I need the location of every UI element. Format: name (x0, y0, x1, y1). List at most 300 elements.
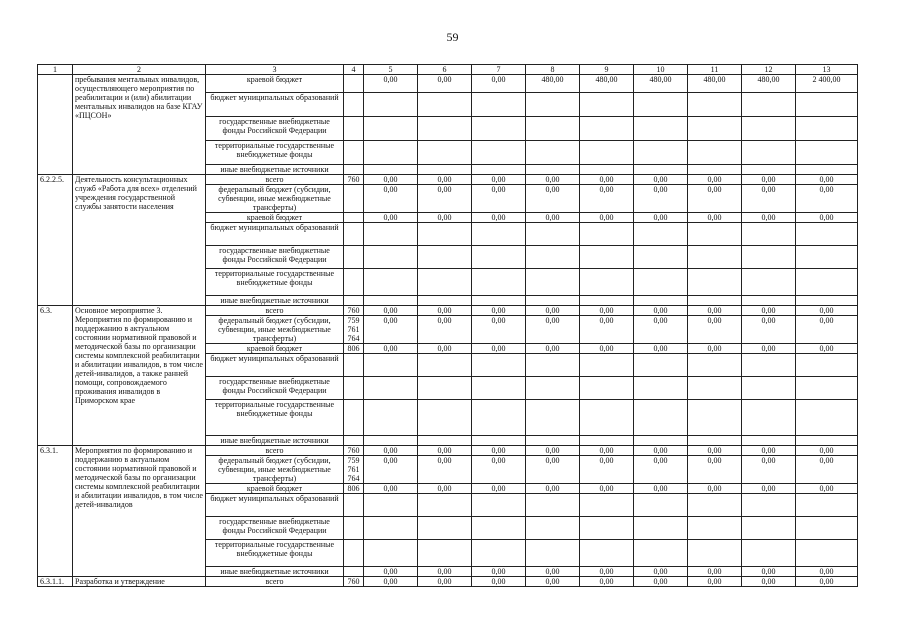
header-cell: 8 (526, 65, 580, 75)
value-cell: 0,00 (364, 344, 418, 354)
value-cell: 0,00 (796, 213, 858, 223)
value-cell: 0,00 (634, 185, 688, 213)
funding-source: бюджет муниципальных образований (206, 354, 344, 377)
header-cell: 2 (73, 65, 206, 75)
budget-code (344, 141, 364, 165)
value-cell (634, 141, 688, 165)
budget-code (344, 75, 364, 93)
value-cell (526, 117, 580, 141)
value-cell: 0,00 (418, 306, 472, 316)
value-cell (364, 436, 418, 446)
item-name: Разработка и утверждение (73, 577, 206, 587)
funding-source: территориальные государственные внебюджетные фонды (206, 400, 344, 436)
value-cell: 0,00 (742, 175, 796, 185)
value-cell: 0,00 (364, 185, 418, 213)
value-cell (526, 400, 580, 436)
budget-code (344, 354, 364, 377)
table-body (38, 75, 858, 587)
value-cell: 0,00 (796, 446, 858, 456)
value-cell (526, 246, 580, 269)
value-cell (418, 269, 472, 296)
value-cell: 0,00 (418, 344, 472, 354)
funding-source: федеральный бюджет (субсидии, субвенции, иные межбюджетные трансферты) (206, 185, 344, 213)
value-cell: 0,00 (472, 567, 526, 577)
value-cell (418, 517, 472, 540)
value-cell: 0,00 (796, 316, 858, 344)
value-cell (742, 117, 796, 141)
value-cell (580, 377, 634, 400)
value-cell (688, 246, 742, 269)
funding-source: бюджет муниципальных образований (206, 93, 344, 117)
value-cell: 0,00 (742, 185, 796, 213)
budget-code (344, 269, 364, 296)
value-cell: 0,00 (418, 175, 472, 185)
value-cell (580, 354, 634, 377)
value-cell (580, 165, 634, 175)
value-cell (796, 93, 858, 117)
value-cell (364, 494, 418, 517)
value-cell (634, 517, 688, 540)
value-cell (742, 223, 796, 246)
value-cell: 0,00 (472, 446, 526, 456)
value-cell (742, 377, 796, 400)
value-cell: 0,00 (418, 484, 472, 494)
value-cell: 0,00 (364, 316, 418, 344)
value-cell: 0,00 (472, 175, 526, 185)
funding-source: бюджет муниципальных образований (206, 494, 344, 517)
value-cell (526, 165, 580, 175)
header-cell: 9 (580, 65, 634, 75)
value-cell (580, 269, 634, 296)
value-cell: 0,00 (526, 446, 580, 456)
value-cell: 0,00 (688, 306, 742, 316)
value-cell (742, 494, 796, 517)
value-cell (418, 165, 472, 175)
value-cell (418, 540, 472, 567)
value-cell: 0,00 (742, 306, 796, 316)
value-cell (634, 494, 688, 517)
value-cell (472, 400, 526, 436)
value-cell (634, 540, 688, 567)
value-cell (796, 269, 858, 296)
value-cell: 0,00 (418, 316, 472, 344)
value-cell (418, 93, 472, 117)
value-cell (796, 165, 858, 175)
value-cell: 0,00 (688, 344, 742, 354)
value-cell (472, 141, 526, 165)
budget-code (344, 517, 364, 540)
value-cell: 0,00 (688, 446, 742, 456)
value-cell: 0,00 (526, 456, 580, 484)
value-cell: 0,00 (742, 213, 796, 223)
value-cell: 0,00 (688, 567, 742, 577)
value-cell: 0,00 (796, 577, 858, 587)
header-cell: 11 (688, 65, 742, 75)
value-cell (742, 540, 796, 567)
funding-source: краевой бюджет (206, 484, 344, 494)
value-cell: 0,00 (796, 306, 858, 316)
value-cell (688, 93, 742, 117)
value-cell (364, 354, 418, 377)
value-cell (364, 517, 418, 540)
value-cell (634, 377, 688, 400)
funding-source: территориальные государственные внебюджетные фонды (206, 540, 344, 567)
value-cell (526, 269, 580, 296)
funding-source: всего (206, 175, 344, 185)
value-cell (796, 354, 858, 377)
value-cell (688, 296, 742, 306)
value-cell: 0,00 (688, 213, 742, 223)
header-cell: 13 (796, 65, 858, 75)
table-row (38, 577, 858, 587)
value-cell (472, 517, 526, 540)
value-cell (688, 540, 742, 567)
budget-code (344, 436, 364, 446)
value-cell (472, 269, 526, 296)
value-cell: 0,00 (634, 567, 688, 577)
value-cell (526, 436, 580, 446)
budget-code: 760 (344, 306, 364, 316)
value-cell (364, 117, 418, 141)
value-cell: 0,00 (364, 306, 418, 316)
value-cell: 0,00 (364, 446, 418, 456)
value-cell (742, 141, 796, 165)
value-cell (418, 494, 472, 517)
value-cell (796, 494, 858, 517)
value-cell: 0,00 (580, 306, 634, 316)
budget-table (37, 64, 858, 587)
value-cell: 0,00 (526, 175, 580, 185)
value-cell: 0,00 (796, 484, 858, 494)
budget-code (344, 165, 364, 175)
value-cell: 0,00 (634, 175, 688, 185)
value-cell (634, 436, 688, 446)
value-cell (688, 436, 742, 446)
value-cell (796, 296, 858, 306)
value-cell (634, 400, 688, 436)
value-cell: 0,00 (580, 456, 634, 484)
funding-source: территориальные государственные внебюджетные фонды (206, 141, 344, 165)
value-cell: 0,00 (580, 344, 634, 354)
value-cell (472, 540, 526, 567)
value-cell (796, 377, 858, 400)
value-cell: 480,00 (742, 75, 796, 93)
value-cell: 0,00 (364, 484, 418, 494)
value-cell (634, 117, 688, 141)
value-cell (634, 165, 688, 175)
value-cell (364, 93, 418, 117)
value-cell (580, 494, 634, 517)
value-cell (472, 436, 526, 446)
budget-code (344, 93, 364, 117)
value-cell: 0,00 (796, 175, 858, 185)
funding-source: краевой бюджет (206, 344, 344, 354)
item-name: Мероприятия по формированию и поддержанию в актуальном состоянии нормативной правовой и методической базы по организации системы комплексной реабилитации и абилитации инвалидов, в том числе детей-инвалидов (73, 446, 206, 577)
value-cell (796, 400, 858, 436)
value-cell (580, 540, 634, 567)
value-cell (418, 354, 472, 377)
value-cell: 0,00 (634, 344, 688, 354)
value-cell (688, 223, 742, 246)
value-cell: 480,00 (634, 75, 688, 93)
value-cell: 0,00 (580, 446, 634, 456)
value-cell (580, 436, 634, 446)
value-cell (418, 296, 472, 306)
value-cell: 0,00 (472, 316, 526, 344)
value-cell: 0,00 (526, 577, 580, 587)
item-code: 6.3. (38, 306, 73, 446)
value-cell (526, 141, 580, 165)
value-cell (742, 354, 796, 377)
value-cell (688, 517, 742, 540)
value-cell: 0,00 (364, 75, 418, 93)
value-cell: 0,00 (634, 213, 688, 223)
value-cell (688, 117, 742, 141)
value-cell: 0,00 (580, 577, 634, 587)
table-row (38, 446, 858, 456)
value-cell (688, 165, 742, 175)
value-cell (688, 354, 742, 377)
funding-source: всего (206, 446, 344, 456)
value-cell: 0,00 (364, 456, 418, 484)
budget-code (344, 117, 364, 141)
value-cell (472, 223, 526, 246)
value-cell: 480,00 (688, 75, 742, 93)
value-cell: 0,00 (688, 577, 742, 587)
funding-source: краевой бюджет (206, 75, 344, 93)
value-cell: 0,00 (472, 456, 526, 484)
value-cell: 0,00 (526, 306, 580, 316)
value-cell (742, 400, 796, 436)
value-cell (472, 296, 526, 306)
funding-source: краевой бюджет (206, 213, 344, 223)
value-cell (796, 517, 858, 540)
value-cell: 0,00 (472, 306, 526, 316)
value-cell (364, 400, 418, 436)
value-cell (688, 494, 742, 517)
value-cell (472, 165, 526, 175)
value-cell (796, 540, 858, 567)
value-cell (742, 246, 796, 269)
value-cell: 0,00 (364, 577, 418, 587)
value-cell (526, 223, 580, 246)
value-cell (634, 93, 688, 117)
header-row (38, 65, 858, 75)
value-cell (364, 269, 418, 296)
funding-source: государственные внебюджетные фонды Российской Федерации (206, 517, 344, 540)
value-cell (796, 436, 858, 446)
funding-source: государственные внебюджетные фонды Российской Федерации (206, 117, 344, 141)
item-code: 6.2.2.5. (38, 175, 73, 306)
value-cell: 0,00 (526, 344, 580, 354)
value-cell: 0,00 (688, 316, 742, 344)
funding-source: иные внебюджетные источники (206, 165, 344, 175)
funding-source: федеральный бюджет (субсидии, субвенции, иные межбюджетные трансферты) (206, 456, 344, 484)
funding-source: всего (206, 577, 344, 587)
value-cell (742, 269, 796, 296)
value-cell: 0,00 (580, 185, 634, 213)
value-cell: 0,00 (634, 446, 688, 456)
value-cell: 0,00 (526, 567, 580, 577)
budget-code: 759 761 764 (344, 456, 364, 484)
value-cell (364, 377, 418, 400)
value-cell: 0,00 (580, 213, 634, 223)
value-cell: 0,00 (688, 484, 742, 494)
value-cell (418, 117, 472, 141)
value-cell: 0,00 (364, 567, 418, 577)
value-cell: 0,00 (796, 567, 858, 577)
value-cell: 0,00 (742, 456, 796, 484)
page-number: 59 (446, 30, 459, 44)
value-cell (418, 400, 472, 436)
value-cell (526, 93, 580, 117)
value-cell: 0,00 (742, 344, 796, 354)
value-cell (580, 517, 634, 540)
value-cell: 0,00 (742, 446, 796, 456)
value-cell: 0,00 (688, 175, 742, 185)
header-cell: 4 (344, 65, 364, 75)
value-cell: 0,00 (742, 577, 796, 587)
value-cell (526, 296, 580, 306)
funding-source: территориальные государственные внебюджетные фонды (206, 269, 344, 296)
value-cell (472, 117, 526, 141)
value-cell: 0,00 (634, 316, 688, 344)
value-cell: 480,00 (580, 75, 634, 93)
value-cell (742, 436, 796, 446)
value-cell (742, 517, 796, 540)
value-cell (472, 377, 526, 400)
value-cell (796, 223, 858, 246)
value-cell: 0,00 (634, 306, 688, 316)
budget-code (344, 246, 364, 269)
value-cell: 0,00 (526, 484, 580, 494)
budget-code: 760 (344, 577, 364, 587)
value-cell: 0,00 (742, 567, 796, 577)
value-cell (688, 269, 742, 296)
value-cell (688, 400, 742, 436)
value-cell: 0,00 (580, 484, 634, 494)
value-cell (742, 93, 796, 117)
value-cell (526, 517, 580, 540)
funding-source: иные внебюджетные источники (206, 436, 344, 446)
value-cell: 0,00 (526, 185, 580, 213)
funding-source: иные внебюджетные источники (206, 567, 344, 577)
value-cell: 0,00 (580, 175, 634, 185)
value-cell: 0,00 (472, 484, 526, 494)
value-cell (472, 354, 526, 377)
value-cell: 0,00 (526, 316, 580, 344)
value-cell (634, 296, 688, 306)
header-cell: 3 (206, 65, 344, 75)
value-cell: 0,00 (418, 567, 472, 577)
value-cell: 0,00 (418, 185, 472, 213)
budget-code: 806 (344, 344, 364, 354)
value-cell (688, 141, 742, 165)
value-cell (526, 354, 580, 377)
value-cell (580, 246, 634, 269)
item-code: 6.3.1. (38, 446, 73, 577)
budget-code: 760 (344, 175, 364, 185)
item-code (38, 75, 73, 175)
value-cell (526, 494, 580, 517)
value-cell (364, 165, 418, 175)
table-row (38, 175, 858, 185)
header-cell: 10 (634, 65, 688, 75)
funding-source: государственные внебюджетные фонды Российской Федерации (206, 377, 344, 400)
value-cell (580, 223, 634, 246)
budget-code: 760 (344, 446, 364, 456)
value-cell: 0,00 (472, 344, 526, 354)
value-cell: 0,00 (526, 213, 580, 223)
value-cell (418, 436, 472, 446)
value-cell (472, 494, 526, 517)
value-cell: 0,00 (688, 185, 742, 213)
budget-code (344, 377, 364, 400)
value-cell: 0,00 (796, 456, 858, 484)
value-cell (418, 377, 472, 400)
header-cell: 5 (364, 65, 418, 75)
value-cell (472, 93, 526, 117)
funding-source: иные внебюджетные источники (206, 296, 344, 306)
value-cell (634, 223, 688, 246)
budget-code: 806 (344, 484, 364, 494)
value-cell (580, 296, 634, 306)
value-cell: 0,00 (742, 484, 796, 494)
value-cell (688, 377, 742, 400)
value-cell (580, 141, 634, 165)
value-cell (796, 141, 858, 165)
budget-code (344, 185, 364, 213)
value-cell (364, 223, 418, 246)
item-name: Основное мероприятие 3. Мероприятия по формированию и поддержанию в актуальном состоянии нормативной правовой и методической базы по организации системы комплексной реабилитации и абилитации инвалидов, в том числе детей-инвалидов, а также ранней помощи, сопровождаемого проживания инвалидов в Приморском крае (73, 306, 206, 446)
value-cell (742, 165, 796, 175)
value-cell: 0,00 (634, 484, 688, 494)
value-cell: 2 400,00 (796, 75, 858, 93)
value-cell (418, 141, 472, 165)
funding-source: бюджет муниципальных образований (206, 223, 344, 246)
funding-source: федеральный бюджет (субсидии, субвенции, иные межбюджетные трансферты) (206, 316, 344, 344)
item-code: 6.3.1.1. (38, 577, 73, 587)
header-cell: 12 (742, 65, 796, 75)
value-cell (364, 296, 418, 306)
value-cell (418, 246, 472, 269)
value-cell: 0,00 (580, 567, 634, 577)
value-cell (364, 540, 418, 567)
value-cell: 0,00 (580, 316, 634, 344)
value-cell: 0,00 (472, 185, 526, 213)
value-cell (364, 141, 418, 165)
value-cell (634, 354, 688, 377)
value-cell: 0,00 (364, 175, 418, 185)
budget-code (344, 223, 364, 246)
value-cell: 0,00 (742, 316, 796, 344)
value-cell: 0,00 (472, 75, 526, 93)
value-cell: 0,00 (418, 75, 472, 93)
budget-code (344, 540, 364, 567)
header-cell: 1 (38, 65, 73, 75)
value-cell: 0,00 (472, 213, 526, 223)
header-cell: 6 (418, 65, 472, 75)
value-cell (634, 246, 688, 269)
value-cell (634, 269, 688, 296)
value-cell: 480,00 (526, 75, 580, 93)
value-cell: 0,00 (634, 456, 688, 484)
value-cell (580, 400, 634, 436)
budget-code (344, 494, 364, 517)
value-cell (526, 540, 580, 567)
value-cell (580, 117, 634, 141)
value-cell: 0,00 (364, 213, 418, 223)
